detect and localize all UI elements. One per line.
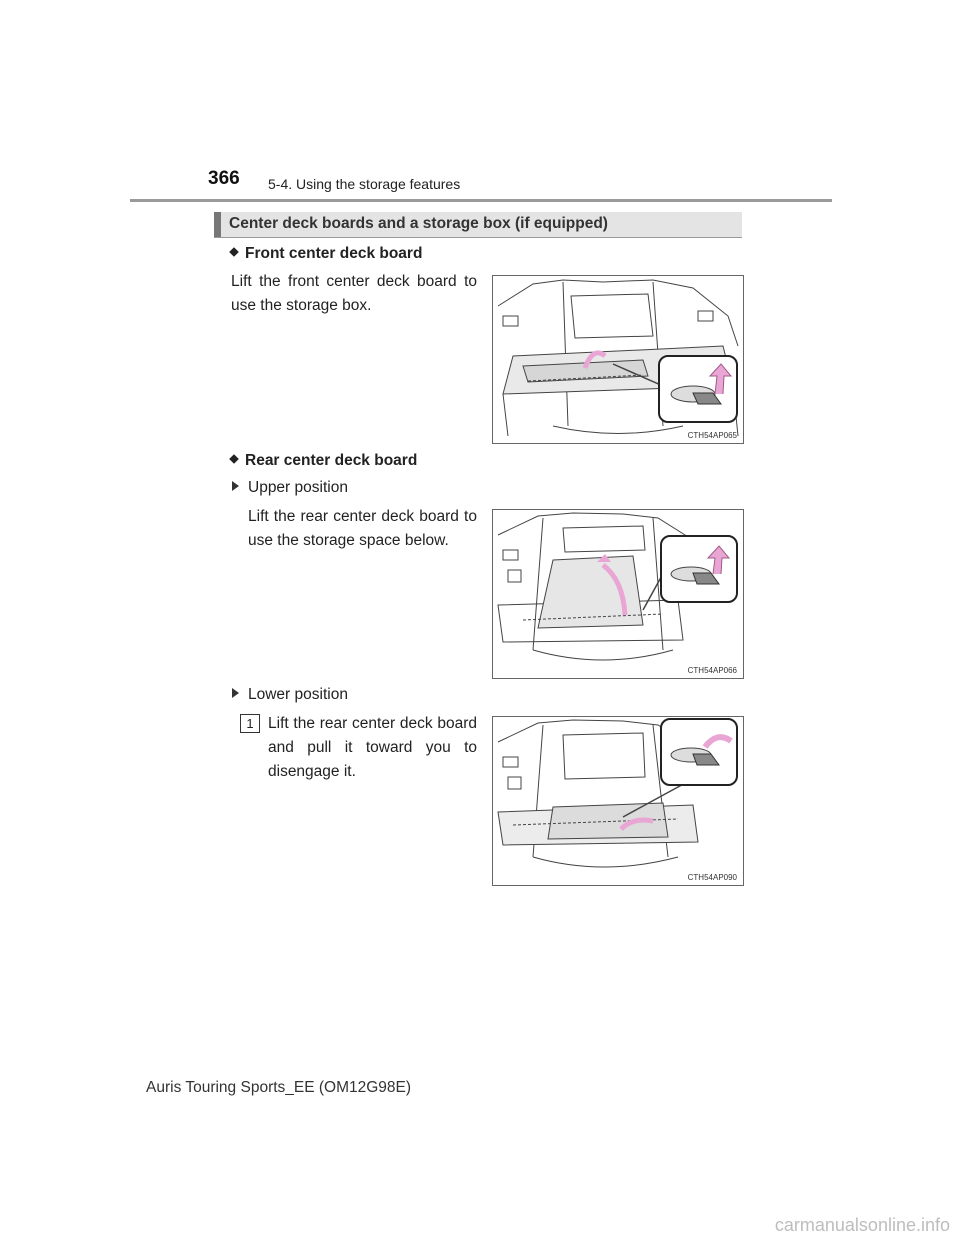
step-number: 1 xyxy=(240,714,260,733)
front-deck-illustration xyxy=(492,275,744,444)
lower-position-text: Lower position xyxy=(248,686,348,703)
upper-position-label xyxy=(232,479,348,497)
watermark: carmanualsonline.info xyxy=(774,1215,950,1235)
front-heading-text: Front center deck board xyxy=(245,245,423,262)
car-trunk-upper-icon xyxy=(493,510,743,678)
upper-position-illustration xyxy=(492,509,744,679)
figure-code: CTH54AP090 xyxy=(687,873,737,882)
page-number: 366 xyxy=(208,168,240,189)
lower-position-label xyxy=(232,686,348,704)
lower-text: Lift the rear center deck board and pull it toward you to disengage it. xyxy=(268,715,477,780)
figure-code: CTH54AP066 xyxy=(687,666,737,675)
rear-heading xyxy=(230,452,417,470)
car-trunk-front-icon xyxy=(493,276,743,443)
front-heading xyxy=(230,245,422,263)
section-band xyxy=(214,212,742,238)
car-trunk-lower-icon xyxy=(493,717,743,885)
front-text: Lift the front center deck board to use the storage box. xyxy=(231,273,477,314)
upper-position-text: Upper position xyxy=(248,479,348,496)
square-bullet-icon xyxy=(229,454,239,464)
band-marker xyxy=(214,212,221,237)
square-bullet-icon xyxy=(229,247,239,257)
lower-position-illustration xyxy=(492,716,744,886)
upper-text: Lift the rear center deck board to use the storage space below. xyxy=(248,508,477,549)
header-rule xyxy=(130,199,832,202)
triangle-bullet-icon xyxy=(232,688,239,698)
figure-code: CTH54AP065 xyxy=(687,431,737,440)
footer-manual-title: Auris Touring Sports_EE (OM12G98E) xyxy=(146,1079,412,1096)
rear-heading-text: Rear center deck board xyxy=(245,452,418,469)
section-title: 5-4. Using the storage features xyxy=(268,176,461,192)
band-title: Center deck boards and a storage box (if equipped) xyxy=(229,215,608,232)
triangle-bullet-icon xyxy=(232,481,239,491)
